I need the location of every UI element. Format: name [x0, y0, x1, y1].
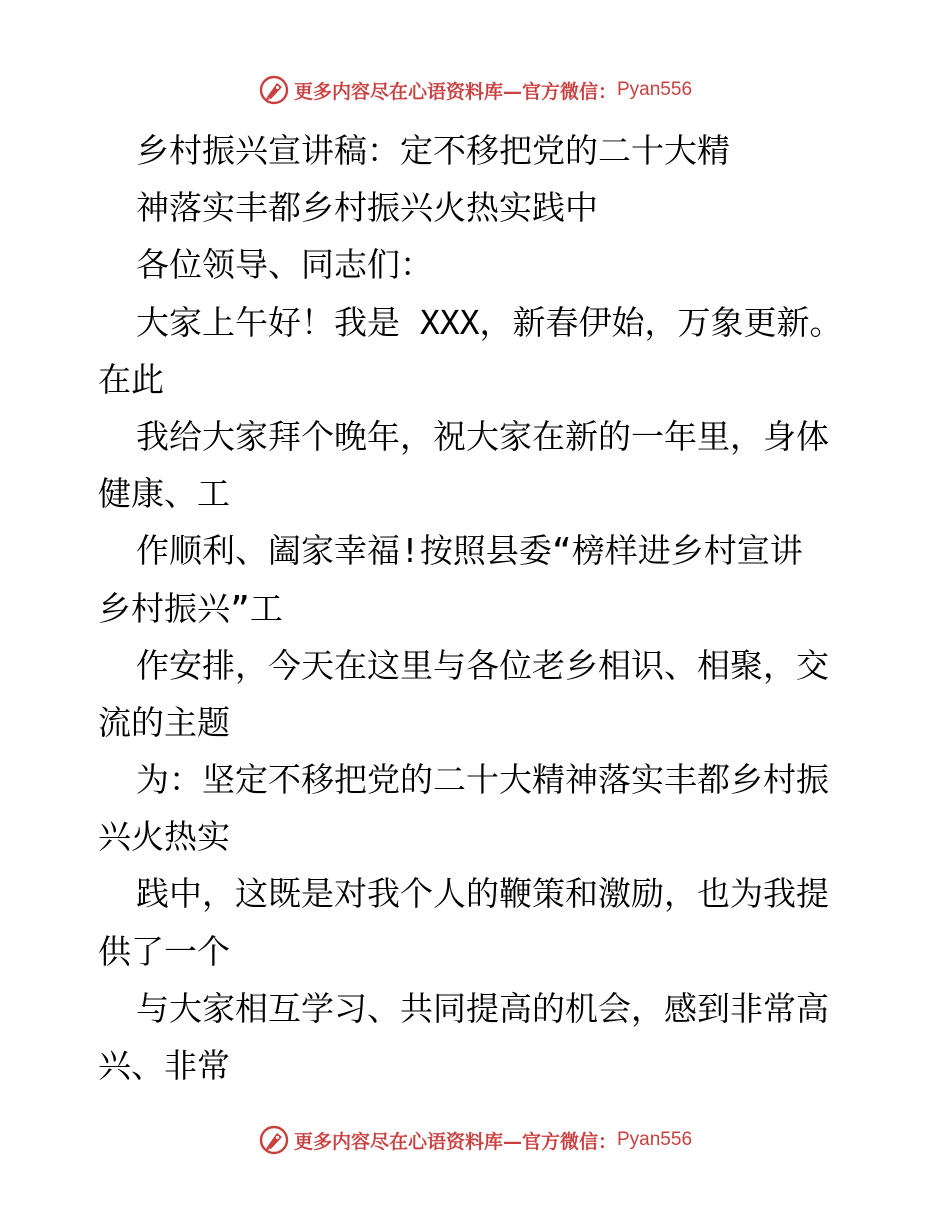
watermark-wechat-id: Pyan556	[617, 1129, 693, 1150]
body-line: 践中，这既是对我个人的鞭策和激励，也为我提	[136, 874, 829, 914]
body-line: 在此	[98, 359, 164, 399]
body-line: 我给大家拜个晚年，祝大家在新的一年里，身体	[136, 416, 829, 456]
watermark-text: 更多内容尽在心语资料库—官方微信：	[293, 80, 617, 103]
body-line: 兴、非常	[98, 1046, 230, 1085]
header-watermark	[0, 72, 950, 108]
body-line: 流的主题	[98, 702, 230, 742]
body-line: 作顺利、阖家幸福!按照县委“榜样进乡村宣讲	[136, 531, 803, 571]
body-line: 兴火热实	[98, 817, 230, 857]
title-line-1: 乡村振兴宣讲稿：定不移把党的二十大精	[136, 131, 730, 170]
pen-nib-logo-icon	[258, 74, 290, 106]
pen-nib-logo-icon	[258, 1124, 290, 1156]
body-line: 供了一个	[98, 931, 230, 971]
body-line: 乡村振兴”工	[98, 588, 283, 628]
body-line: 作安排，今天在这里与各位老乡相识、相聚，交	[136, 645, 829, 685]
footer-watermark	[0, 1122, 950, 1158]
body-line: 与大家相互学习、共同提高的机会，感到非常高	[136, 988, 829, 1028]
document-body	[98, 122, 858, 1094]
salutation: 各位领导、同志们：	[136, 245, 433, 285]
title-line-2: 神落实丰都乡村振兴火热实践中	[136, 188, 598, 228]
body-line: 大家上午好！我是 XXX，新春伊始，万象更新。	[136, 302, 843, 342]
body-line: 为：坚定不移把党的二十大精神落实丰都乡村振	[136, 760, 829, 800]
body-line: 健康、工	[98, 474, 230, 514]
watermark-wechat-id: Pyan556	[617, 79, 693, 100]
watermark-text: 更多内容尽在心语资料库—官方微信：	[293, 1130, 617, 1153]
